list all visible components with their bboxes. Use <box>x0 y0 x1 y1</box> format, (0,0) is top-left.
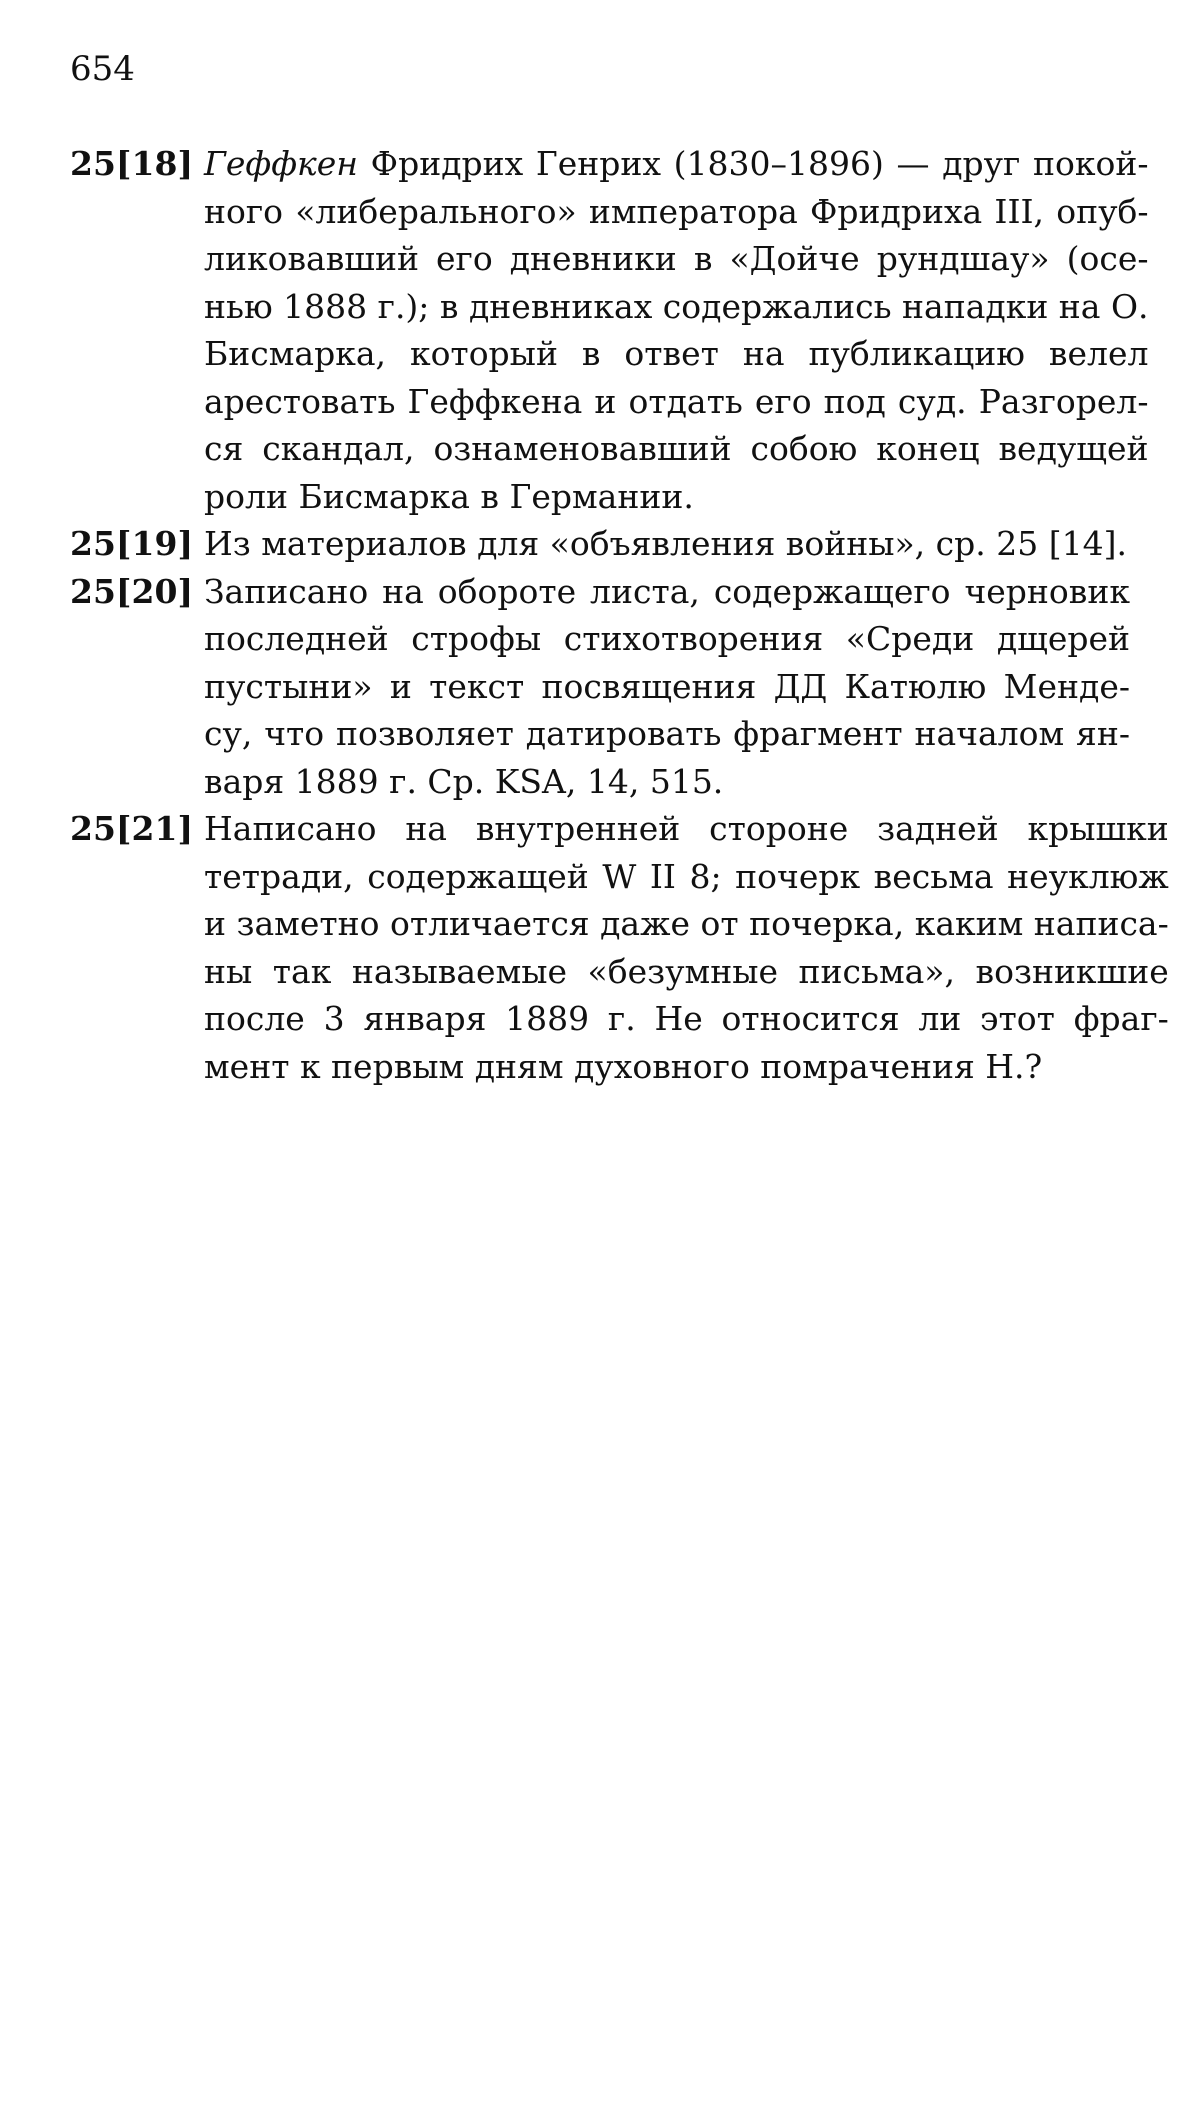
note-ref: 25[19] <box>70 524 194 563</box>
note-body <box>204 520 1130 568</box>
note-line: Написано на внутренней стороне задней крышки <box>204 809 1169 848</box>
note-ref: 25[21] <box>70 809 194 848</box>
page-number: 654 <box>70 49 135 89</box>
note-line: роли Бисмарка в Германии. <box>204 476 694 516</box>
note-ref: 25[18] <box>70 144 194 183</box>
notes-list <box>70 140 1169 1090</box>
note-line: мент к первым дням духовного помрачения Н.? <box>204 1046 1043 1086</box>
note-name-italic: Геффкен <box>204 144 359 183</box>
note-line: нью 1888 г.); в дневниках содержались нападки на О. <box>204 286 1149 326</box>
note-line: арестовать Геффкена и отдать его под суд. Разгорел- <box>204 381 1149 421</box>
note-line-text: Фридрих Генрих (1830–1896) — друг покой- <box>358 144 1149 183</box>
note-body <box>204 140 1149 520</box>
note-25-18 <box>70 140 1149 520</box>
note-line: ны так называемые «безумные письма», возникшие <box>204 951 1169 991</box>
note-line: су, что позволяет датировать фрагмент началом ян- <box>204 714 1130 753</box>
note-ref: 25[20] <box>70 571 194 611</box>
note-line: Записано на обороте листа, содержащего черновик <box>204 571 1130 611</box>
note-line: Из материалов для «объявления войны», ср. 25 [14]. <box>204 524 1127 563</box>
note-line <box>204 140 1149 188</box>
note-line: варя 1889 г. Ср. KSA, 14, 515. <box>204 761 724 801</box>
note-25-19 <box>70 520 1130 568</box>
note-line: последней строфы стихотворения «Среди дщерей <box>204 619 1130 658</box>
note-body <box>204 568 1130 806</box>
note-line: тетради, содержащей W II 8; почерк весьма неуклюж <box>204 856 1169 896</box>
note-line: ного «либерального» императора Фридриха III, опуб- <box>204 191 1149 231</box>
note-line: после 3 января 1889 г. Не относится ли этот фраг- <box>204 999 1169 1038</box>
note-line: и заметно отличается даже от почерка, каким написа- <box>204 904 1169 943</box>
note-body <box>204 805 1169 1090</box>
note-line: Бисмарка, который в ответ на публикацию велел <box>204 334 1149 373</box>
note-line: ликовавший его дневники в «Дойче рундшау» (осе- <box>204 239 1149 278</box>
note-25-21 <box>70 805 1169 1090</box>
note-line: ся скандал, ознаменовавший собою конец ведущей <box>204 429 1149 468</box>
note-25-20 <box>70 568 1130 806</box>
note-line: пустыни» и текст посвящения ДД Катюлю Менде- <box>204 666 1130 706</box>
